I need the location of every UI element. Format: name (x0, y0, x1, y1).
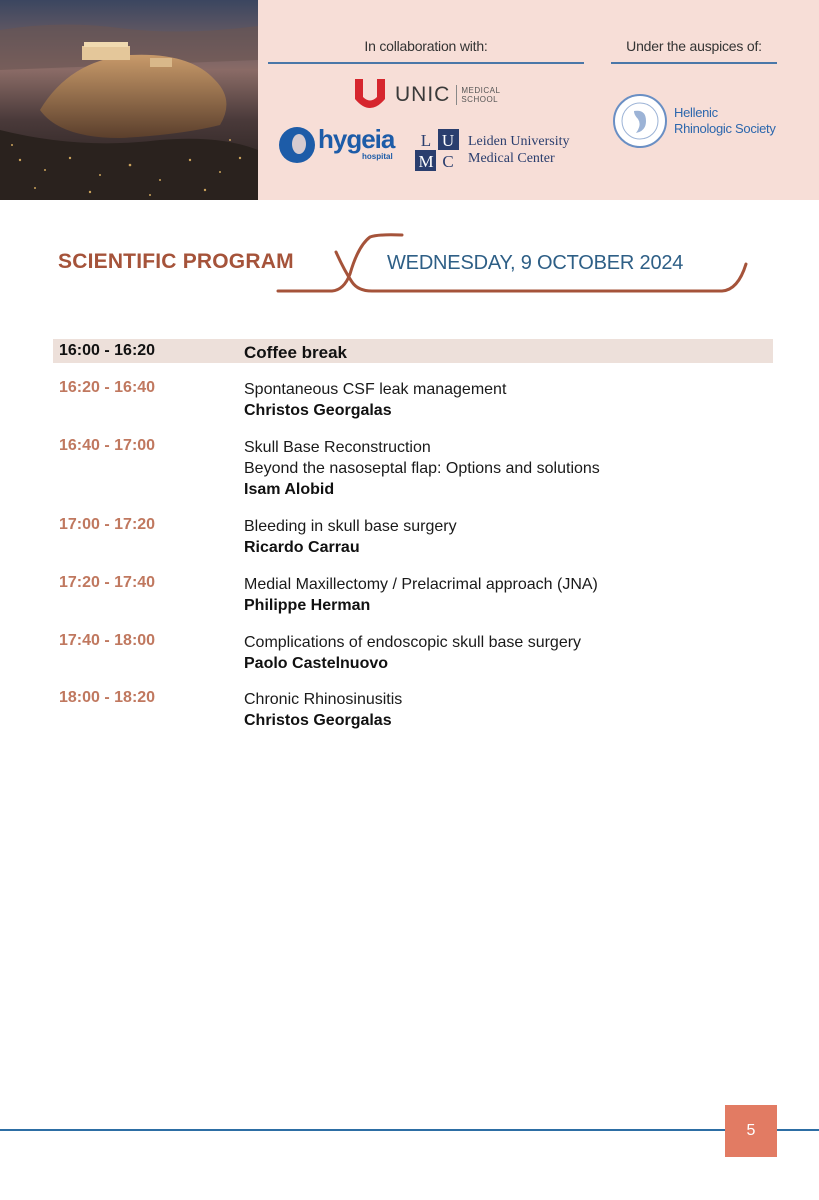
session-time: 16:20 - 16:40 (59, 379, 156, 396)
session-time: 18:00 - 18:20 (59, 689, 156, 706)
lumc-letter-u: U (441, 131, 455, 150)
unic-subtitle: MEDICAL SCHOOL (461, 86, 501, 104)
session-subtopic: Beyond the nasoseptal flap: Options and solutions (244, 460, 600, 477)
unic-divider (456, 85, 457, 105)
lumc-letter-l: L (420, 131, 432, 150)
program-title: SCIENTIFIC PROGRAM (58, 250, 294, 273)
schedule-row-break (53, 339, 773, 363)
session-details (244, 437, 764, 500)
hygeia-subtitle: hospital (362, 152, 393, 161)
session-topic: Skull Base Reconstruction (244, 439, 431, 456)
lumc-letter-c: C (442, 152, 454, 171)
session-speaker: Paolo Castelnuovo (244, 655, 389, 672)
lumc-letter-m: M (418, 152, 434, 171)
session-time: 17:40 - 18:00 (59, 632, 156, 649)
session-details (244, 516, 764, 558)
session-details (244, 632, 764, 674)
hrs-seal-icon (612, 93, 668, 149)
session-speaker: Christos Georgalas (244, 712, 392, 729)
program-date: WEDNESDAY, 9 OCTOBER 2024 (387, 252, 684, 274)
session-topic: Bleeding in skull base surgery (244, 518, 457, 535)
session-topic: Medial Maxillectomy / Prelacrimal approach (JNA) (244, 576, 598, 593)
footer-rule (0, 1129, 819, 1131)
session-speaker: Isam Alobid (244, 481, 335, 498)
unic-logo (353, 76, 500, 114)
schedule-list (53, 339, 773, 729)
session-time: 16:00 - 16:20 (59, 342, 156, 359)
session-topic: Spontaneous CSF leak management (244, 381, 507, 398)
lumc-name: Leiden University Medical Center (468, 134, 570, 166)
session-details (244, 574, 764, 616)
hrs-name: Hellenic Rhinologic Society (674, 105, 776, 136)
unic-name: UNIC (395, 83, 451, 106)
hygeia-logo (278, 122, 393, 178)
hygeia-name: hygeia (318, 124, 395, 154)
session-time: 17:00 - 17:20 (59, 516, 156, 533)
session-speaker: Christos Georgalas (244, 402, 392, 419)
lumc-logo-icon (415, 129, 459, 171)
unic-shield-icon (353, 77, 387, 113)
session-speaker: Ricardo Carrau (244, 539, 360, 556)
session-speaker: Philippe Herman (244, 597, 371, 614)
session-details (244, 689, 764, 731)
session-topic: Chronic Rhinosinusitis (244, 691, 403, 708)
collaboration-label: In collaboration with: (268, 38, 584, 64)
session-topic: Coffee break (244, 343, 347, 362)
auspices-label: Under the auspices of: (611, 38, 777, 64)
session-time: 17:20 - 17:40 (59, 574, 156, 591)
session-details (244, 379, 764, 421)
acropolis-photo (0, 0, 258, 200)
session-topic: Complications of endoscopic skull base surgery (244, 634, 582, 651)
page-number-badge: 5 (725, 1105, 777, 1157)
session-time: 16:40 - 17:00 (59, 437, 156, 454)
hygeia-head-icon (278, 126, 316, 164)
